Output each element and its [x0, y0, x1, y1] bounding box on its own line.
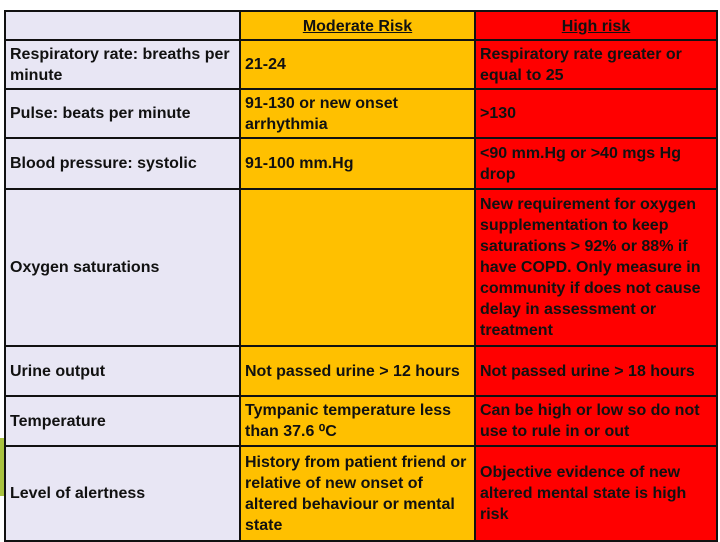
high-risk-cell: New requirement for oxygen supplementation to keep saturations > 92% or 88% if have COPD. Only measure in community if does not cause delay in assessment or treatment — [475, 189, 717, 346]
parameter-cell: Urine output — [5, 346, 240, 396]
table-row — [5, 346, 717, 396]
parameter-cell: Blood pressure: systolic — [5, 138, 240, 189]
parameter-cell: Pulse: beats per minute — [5, 89, 240, 138]
high-risk-cell: Respiratory rate greater or equal to 25 — [475, 40, 717, 89]
high-risk-cell: >130 — [475, 89, 717, 138]
table-row — [5, 40, 717, 89]
moderate-risk-cell: 21-24 — [240, 40, 475, 89]
risk-criteria-table — [4, 10, 718, 542]
moderate-risk-cell: 91-100 mm.Hg — [240, 138, 475, 189]
header-moderate-risk: Moderate Risk — [240, 11, 475, 40]
parameter-cell: Oxygen saturations — [5, 189, 240, 346]
table-row — [5, 189, 717, 346]
moderate-risk-cell: Not passed urine > 12 hours — [240, 346, 475, 396]
moderate-risk-cell: 91-130 or new onset arrhythmia — [240, 89, 475, 138]
high-risk-cell: Not passed urine > 18 hours — [475, 346, 717, 396]
table-row — [5, 138, 717, 189]
header-high-risk: High risk — [475, 11, 717, 40]
moderate-risk-cell: Tympanic temperature less than 37.6 ⁰C — [240, 396, 475, 446]
moderate-risk-cell — [240, 189, 475, 346]
table-row — [5, 396, 717, 446]
header-row — [5, 11, 717, 40]
moderate-risk-cell: History from patient friend or relative of new onset of altered behaviour or mental state — [240, 446, 475, 541]
high-risk-cell: Can be high or low so do not use to rule in or out — [475, 396, 717, 446]
parameter-cell: Level of alertness — [5, 446, 240, 541]
table-row — [5, 446, 717, 541]
high-risk-cell: Objective evidence of new altered mental state is high risk — [475, 446, 717, 541]
parameter-cell: Temperature — [5, 396, 240, 446]
parameter-cell: Respiratory rate: breaths per minute — [5, 40, 240, 89]
header-parameter — [5, 11, 240, 40]
high-risk-cell: <90 mm.Hg or >40 mgs Hg drop — [475, 138, 717, 189]
table-row — [5, 89, 717, 138]
